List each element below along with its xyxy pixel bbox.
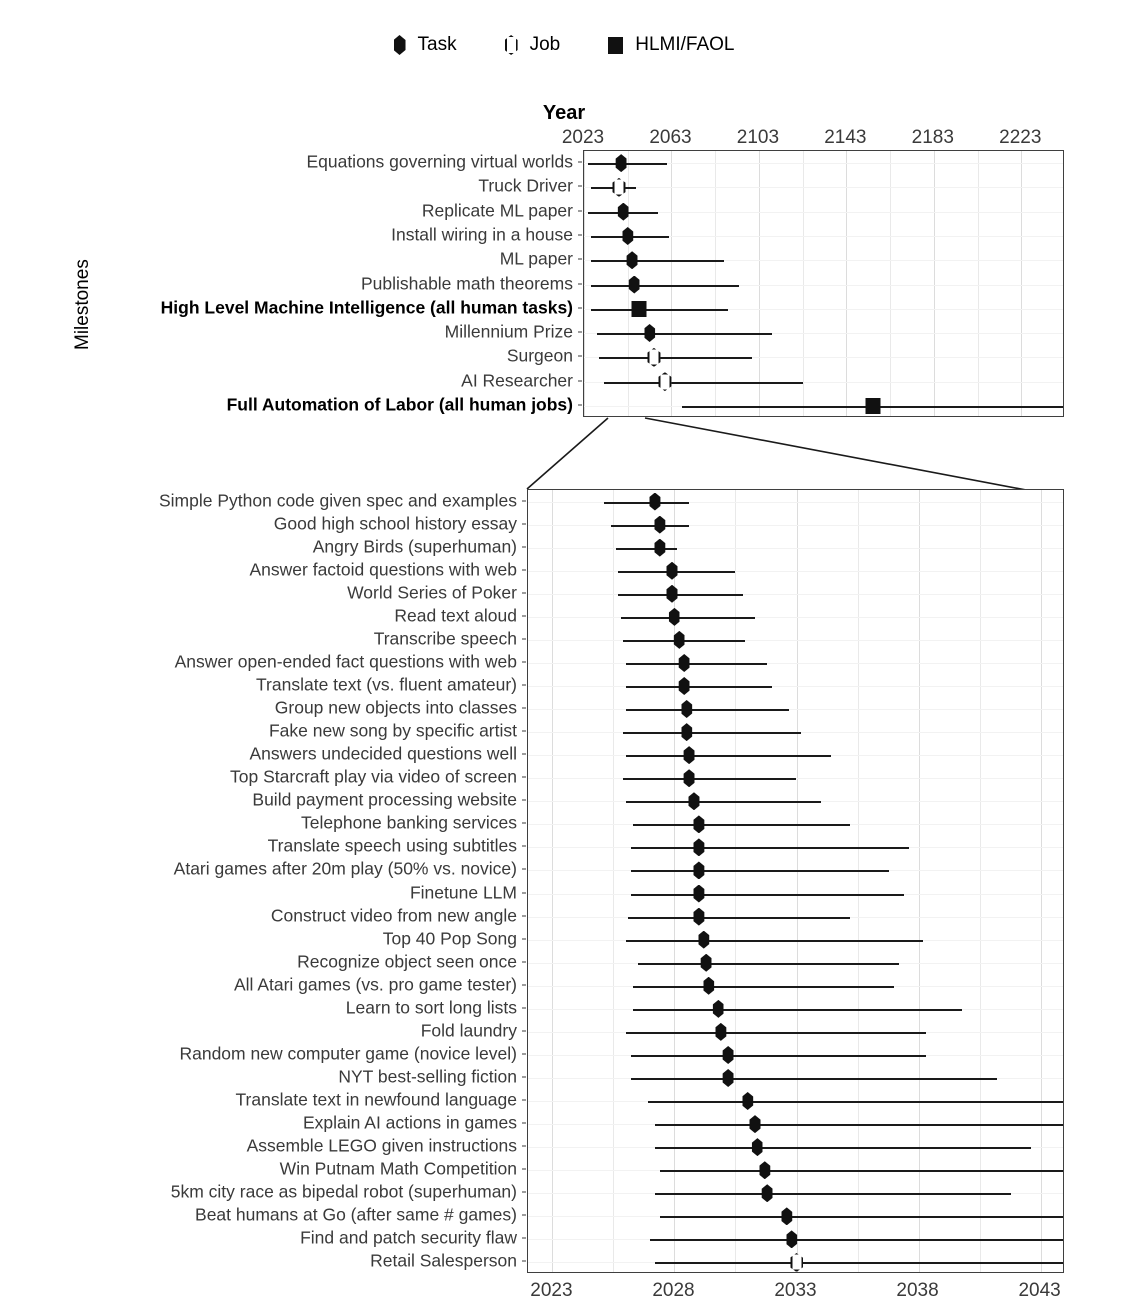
- y-axis-tick-label: Translate text in newfound language: [235, 1089, 517, 1110]
- y-axis-tick-label: AI Researcher: [461, 370, 573, 391]
- confidence-interval-line: [591, 285, 740, 287]
- data-point-task: [654, 539, 665, 557]
- x-gridline: [674, 490, 675, 1272]
- x-axis-tick-label: 2103: [736, 127, 780, 148]
- long-horizon-panel: [583, 150, 1064, 417]
- y-axis-tick-mark: [578, 234, 582, 235]
- data-point-task: [679, 654, 690, 672]
- y-axis-tick-label: Explain AI actions in games: [302, 1112, 517, 1133]
- confidence-interval-line: [648, 1101, 1064, 1103]
- y-axis-tick-mark: [522, 638, 526, 639]
- y-axis-tick-label: Top Starcraft play via video of screen: [230, 766, 517, 787]
- x-gridline: [1021, 151, 1022, 416]
- y-axis-tick-label: Simple Python code given spec and examples: [159, 490, 517, 511]
- y-axis-tick-label: All Atari games (vs. pro game tester): [233, 974, 517, 995]
- y-axis-tick-mark: [578, 332, 582, 333]
- chart-legend: [0, 34, 1128, 56]
- data-point-task: [649, 493, 660, 511]
- x-axis-tick-label: 2033: [774, 1280, 817, 1301]
- data-point-task: [762, 1184, 773, 1202]
- y-axis-tick-label: Surgeon: [506, 345, 573, 366]
- confidence-interval-line: [631, 1078, 997, 1080]
- y-axis-tick-label: Publishable math theorems: [360, 273, 573, 293]
- confidence-interval-line: [591, 309, 729, 311]
- data-point-task: [742, 1092, 753, 1110]
- y-axis-tick-label: Install wiring in a house: [391, 224, 573, 245]
- x-axis-tick-label: 2183: [911, 127, 954, 148]
- y-axis-tick-label: Full Automation of Labor (all human jobs): [226, 394, 573, 415]
- confidence-interval-line: [655, 1193, 1011, 1195]
- y-axis-tick-label: Translate text (vs. fluent amateur): [256, 674, 517, 695]
- y-axis-tick-mark: [522, 1261, 526, 1262]
- data-point-task: [679, 677, 690, 695]
- y-axis-tick-label: Retail Salesperson: [370, 1250, 517, 1271]
- data-point-task: [622, 227, 633, 245]
- y-axis-tick-label: Atari games after 20m play (50% vs. novice): [173, 858, 517, 879]
- y-gridline: [528, 686, 1063, 687]
- confidence-interval-line: [626, 686, 772, 688]
- confidence-interval-line: [626, 801, 821, 803]
- x-gridline: [671, 151, 672, 416]
- task-diamond-filled-icon: [394, 35, 406, 55]
- y-axis-tick-label: Telephone banking services: [301, 812, 517, 833]
- y-axis-tick-mark: [522, 731, 526, 732]
- confidence-interval-line: [591, 260, 724, 262]
- confidence-interval-line: [621, 617, 755, 619]
- x-axis-tick-label: 2038: [896, 1280, 939, 1301]
- data-point-task: [674, 631, 685, 649]
- x-gridline: [797, 490, 798, 1272]
- y-gridline: [528, 617, 1063, 618]
- y-axis-tick-label: Top 40 Pop Song: [382, 928, 517, 949]
- legend-label-job: Job: [529, 34, 561, 55]
- y-axis-tick-label: Truck Driver: [478, 175, 573, 196]
- x-gridline: [759, 151, 760, 416]
- confidence-interval-line: [628, 917, 850, 919]
- y-gridline: [528, 663, 1063, 664]
- data-point-job: [790, 1253, 803, 1272]
- data-point-task: [703, 977, 714, 995]
- data-point-task: [693, 908, 704, 926]
- y-axis-tick-mark: [522, 569, 526, 570]
- y-axis-tick-mark: [522, 1192, 526, 1193]
- legend-label-hlmi: HLMI/FAOL: [635, 34, 735, 55]
- legend-item-task: [394, 34, 457, 56]
- y-axis-tick-mark: [522, 1077, 526, 1078]
- y-axis-tick-mark: [578, 380, 582, 381]
- y-axis-tick-mark: [522, 1053, 526, 1054]
- confidence-interval-line: [638, 963, 899, 965]
- y-axis-tick-label: Beat humans at Go (after same # games): [195, 1204, 517, 1225]
- data-point-task: [667, 585, 678, 603]
- data-point-task: [759, 1161, 770, 1179]
- x-gridline-minor: [735, 490, 736, 1272]
- x-axis-tick-label: 2223: [999, 127, 1042, 148]
- x-axis-tick-label: 2043: [1018, 1280, 1061, 1301]
- y-axis-tick-mark: [522, 869, 526, 870]
- x-gridline: [1041, 490, 1042, 1272]
- y-axis-tick-label: Random new computer game (novice level): [179, 1043, 517, 1064]
- confidence-interval-line: [626, 663, 768, 665]
- x-gridline: [584, 151, 585, 416]
- data-point-task: [752, 1138, 763, 1156]
- y-axis-tick-mark: [522, 961, 526, 962]
- data-point-job: [612, 178, 625, 197]
- y-axis-tick-mark: [522, 661, 526, 662]
- y-axis-tick-label: Fake new song by specific artist: [268, 720, 517, 741]
- data-point-job: [647, 348, 660, 367]
- y-axis-tick-label: Find and patch security flaw: [300, 1227, 517, 1248]
- data-point-task: [688, 792, 699, 810]
- x-gridline-minor: [628, 151, 629, 416]
- y-axis-tick-mark: [578, 283, 582, 284]
- y-gridline: [528, 525, 1063, 526]
- y-axis-tick-mark: [578, 356, 582, 357]
- y-axis-tick-label: Translate speech using subtitles: [267, 835, 517, 856]
- data-point-task: [786, 1230, 797, 1248]
- confidence-interval-line: [633, 1009, 963, 1011]
- y-axis-tick-mark: [522, 592, 526, 593]
- y-axis-tick-mark: [522, 1215, 526, 1216]
- y-axis-tick-mark: [578, 162, 582, 163]
- hlmi-square-filled-icon: [608, 37, 623, 54]
- y-axis-tick-mark: [522, 938, 526, 939]
- y-axis-tick-mark: [522, 915, 526, 916]
- data-point-task: [667, 562, 678, 580]
- y-axis-tick-label: World Series of Poker: [347, 582, 517, 603]
- x-axis-tick-label: 2023: [530, 1280, 573, 1301]
- legend-item-hlmi: [608, 34, 734, 56]
- y-gridline: [528, 640, 1063, 641]
- y-axis-tick-mark: [578, 210, 582, 211]
- y-axis-tick-label: Finetune LLM: [409, 882, 517, 903]
- data-point-task: [693, 885, 704, 903]
- y-axis-tick-label: Answer open-ended fact questions with web: [174, 651, 517, 672]
- y-axis-tick-mark: [522, 615, 526, 616]
- y-axis-tick-mark: [578, 307, 582, 308]
- y-axis-tick-mark: [522, 1146, 526, 1147]
- data-point-task: [750, 1115, 761, 1133]
- data-point-hlmi: [865, 398, 880, 414]
- confidence-interval-line: [604, 382, 803, 384]
- y-axis-tick-mark: [522, 708, 526, 709]
- data-point-task: [629, 276, 640, 294]
- x-gridline: [919, 490, 920, 1272]
- y-axis-tick-label: Equations governing virtual worlds: [306, 151, 573, 172]
- confidence-interval-line: [626, 709, 790, 711]
- y-axis-tick-label: Recognize object seen once: [297, 951, 517, 972]
- confidence-interval-line: [588, 163, 667, 165]
- y-axis-tick-mark: [522, 1030, 526, 1031]
- confidence-interval-line: [655, 1124, 1064, 1126]
- confidence-interval-line: [626, 940, 924, 942]
- y-axis-tick-mark: [522, 1238, 526, 1239]
- x-gridline: [934, 151, 935, 416]
- y-axis-tick-label: Fold laundry: [420, 1020, 517, 1041]
- y-axis-tick-label: Read text aloud: [394, 605, 517, 626]
- y-axis-tick-mark: [522, 823, 526, 824]
- confidence-interval-line: [626, 755, 831, 757]
- y-axis-tick-mark: [522, 800, 526, 801]
- data-point-task: [681, 723, 692, 741]
- y-axis-tick-mark: [522, 984, 526, 985]
- y-axis-tick-mark: [578, 186, 582, 187]
- confidence-interval-line: [623, 778, 796, 780]
- y-axis-tick-mark: [522, 1007, 526, 1008]
- y-axis-tick-label: Replicate ML paper: [421, 200, 573, 221]
- data-point-task: [684, 746, 695, 764]
- confidence-interval-line: [631, 870, 890, 872]
- y-axis-tick-label: Answer factoid questions with web: [249, 559, 517, 580]
- x-gridline-minor: [803, 151, 804, 416]
- x-gridline-minor: [978, 151, 979, 416]
- y-axis-tick-mark: [522, 523, 526, 524]
- y-gridline: [584, 187, 1063, 188]
- y-axis-tick-label: ML paper: [499, 248, 573, 269]
- confidence-interval-line: [650, 1239, 1064, 1241]
- data-point-task: [713, 1000, 724, 1018]
- job-diamond-open-icon: [505, 35, 518, 55]
- y-gridline: [528, 594, 1063, 595]
- legend-item-job: [505, 34, 561, 56]
- y-axis-tick-label: High Level Machine Intelligence (all human tasks): [160, 297, 573, 318]
- x-axis-title-top: Year: [542, 102, 586, 124]
- confidence-interval-line: [660, 1170, 1064, 1172]
- y-gridline: [528, 709, 1063, 710]
- data-point-task: [616, 154, 627, 172]
- confidence-interval-line: [631, 847, 909, 849]
- y-axis-tick-mark: [522, 546, 526, 547]
- confidence-interval-line: [626, 1032, 926, 1034]
- y-axis-tick-mark: [522, 846, 526, 847]
- confidence-interval-line: [660, 1216, 1064, 1218]
- y-axis-tick-mark: [578, 259, 582, 260]
- data-point-task: [644, 324, 655, 342]
- data-point-task: [698, 931, 709, 949]
- y-axis-tick-label: Build payment processing website: [252, 789, 517, 810]
- y-axis-tick-label: Good high school history essay: [273, 513, 517, 534]
- y-axis-tick-label: Learn to sort long lists: [345, 997, 517, 1018]
- y-axis-tick-mark: [578, 404, 582, 405]
- data-point-task: [701, 954, 712, 972]
- y-axis-tick-label: Answers undecided questions well: [249, 743, 517, 764]
- y-axis-tick-label: Transcribe speech: [373, 628, 517, 649]
- x-axis-tick-label: 2028: [652, 1280, 695, 1301]
- y-axis-tick-label: Win Putnam Math Competition: [279, 1158, 517, 1179]
- y-axis-tick-mark: [522, 1100, 526, 1101]
- data-point-task: [693, 815, 704, 833]
- y-gridline: [528, 571, 1063, 572]
- confidence-interval-line: [611, 525, 689, 527]
- data-point-task: [723, 1046, 734, 1064]
- data-point-task: [715, 1023, 726, 1041]
- confidence-interval-line: [616, 548, 677, 550]
- x-gridline-minor: [858, 490, 859, 1272]
- x-gridline-minor: [890, 151, 891, 416]
- x-axis-tick-label: 2023: [561, 127, 605, 148]
- data-point-task: [654, 516, 665, 534]
- y-axis-tick-label: 5km city race as bipedal robot (superhuman): [170, 1181, 517, 1202]
- y-axis-tick-label: Millennium Prize: [444, 321, 573, 342]
- confidence-interval-line: [633, 824, 850, 826]
- x-axis-tick-label: 2063: [649, 127, 692, 148]
- x-gridline-minor: [715, 151, 716, 416]
- y-axis-tick-mark: [522, 1123, 526, 1124]
- confidence-interval-line: [631, 1055, 926, 1057]
- confidence-interval-line: [623, 732, 801, 734]
- data-point-task: [669, 608, 680, 626]
- y-axis-tick-label: Group new objects into classes: [274, 697, 517, 718]
- data-point-task: [693, 838, 704, 856]
- y-axis-tick-label: NYT best-selling fiction: [338, 1066, 517, 1087]
- x-gridline-minor: [613, 490, 614, 1272]
- x-gridline: [552, 490, 553, 1272]
- y-axis-tick-mark: [522, 685, 526, 686]
- y-axis-tick-mark: [522, 892, 526, 893]
- near-term-panel: [527, 489, 1064, 1273]
- data-point-hlmi: [631, 301, 646, 317]
- legend-label-task: Task: [417, 34, 457, 55]
- y-axis-tick-mark: [522, 754, 526, 755]
- x-gridline: [846, 151, 847, 416]
- y-axis-tick-mark: [522, 1169, 526, 1170]
- confidence-interval-line: [597, 333, 772, 335]
- confidence-interval-line: [618, 594, 742, 596]
- data-point-task: [684, 769, 695, 787]
- y-axis-title: Milestones: [72, 259, 93, 350]
- y-axis-tick-label: Angry Birds (superhuman): [312, 536, 517, 557]
- data-point-task: [681, 700, 692, 718]
- y-axis-tick-mark: [522, 500, 526, 501]
- y-axis-tick-label: Assemble LEGO given instructions: [246, 1135, 517, 1156]
- y-axis-tick-label: Construct video from new angle: [270, 905, 517, 926]
- confidence-interval-line: [655, 1147, 1031, 1149]
- data-point-job: [658, 372, 671, 391]
- confidence-interval-line: [655, 1262, 1064, 1264]
- data-point-task: [693, 861, 704, 879]
- confidence-interval-line: [599, 357, 752, 359]
- data-point-task: [781, 1207, 792, 1225]
- confidence-interval-line: [633, 986, 894, 988]
- y-axis-tick-mark: [522, 777, 526, 778]
- confidence-interval-line: [604, 502, 689, 504]
- y-gridline: [528, 548, 1063, 549]
- confidence-interval-line: [631, 894, 904, 896]
- x-gridline-minor: [980, 490, 981, 1272]
- data-point-task: [723, 1069, 734, 1087]
- x-axis-tick-label: 2143: [824, 127, 867, 148]
